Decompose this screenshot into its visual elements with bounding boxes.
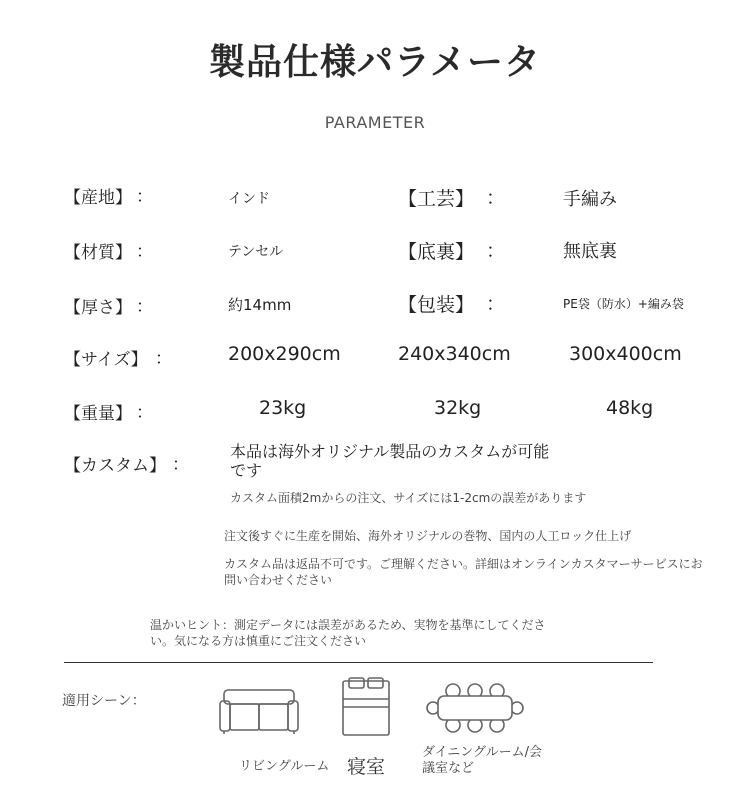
spec-label-material: 【材質】 [64,243,132,263]
spec-colon: ： [136,242,153,262]
spec-label-craft: 【工芸】 [398,188,475,210]
spec-label-thickness: 【厚さ】 [64,298,132,318]
size-value: 300x400cm [569,343,682,365]
spec-colon: ： [486,293,506,315]
spec-label-origin: 【産地】 [64,188,132,208]
scene-label-bedroom: 寝室 [347,756,386,778]
spec-label-weight: 【重量】 [64,404,132,424]
spec-colon: ： [486,187,506,209]
spec-value-packaging: PE袋（防水）+編み袋 [563,297,684,311]
spec-colon: ： [172,455,189,475]
size-value: 240x340cm [398,343,511,365]
spec-colon: ： [136,403,153,423]
spec-label-size: 【サイズ】 [64,350,148,370]
page-title: 製品仕様パラメータ [209,42,541,83]
size-value: 200x290cm [228,343,341,365]
spec-value-origin: インド [228,191,270,207]
spec-colon: ： [155,349,172,369]
weight-value: 48kg [606,397,654,419]
spec-label-custom: 【カスタム】 [64,456,166,476]
scene-label-dining: ダイニングルーム/会議室など [422,745,542,776]
spec-value-craft: 手編み [563,189,617,210]
custom-note: 注文後すぐに生産を開始、海外オリジナルの巻物、国内の人工ロック仕上げ [224,529,632,543]
sofa-icon [218,688,300,736]
hint-text: 温かいヒント：測定データには誤差があるため、実物を基準にしてください。気になる方は慎重にご注文ください [150,618,546,648]
page-subtitle: PARAMETER [324,113,426,132]
spec-value-thickness: 約14mm [228,296,292,314]
weight-value: 32kg [434,397,482,419]
spec-value-backing: 無底裏 [563,241,617,262]
divider [64,662,653,663]
spec-colon: ： [486,240,506,262]
scene-label-living: リビングルーム [239,759,330,774]
spec-colon: ： [136,297,153,317]
spec-label-packaging: 【包装】 [398,294,475,316]
spec-label-backing: 【底裏】 [398,241,475,263]
scene-section-label: 適用シーン： [62,693,146,709]
spec-colon: ： [136,187,153,207]
dining-table-icon [426,683,524,733]
custom-main-text: 本品は海外オリジナル製品のカスタムが可能です [230,442,550,480]
custom-note: カスタム面積2mからの注文、サイズには1-2cmの誤差があります [230,491,587,505]
custom-note: カスタム品は返品不可です。ご理解ください。詳細はオンラインカスタマーサービスにお問い合わせください [224,557,703,587]
spec-value-material: テンセル [228,244,284,260]
weight-value: 23kg [259,397,307,419]
bed-icon [340,677,392,737]
